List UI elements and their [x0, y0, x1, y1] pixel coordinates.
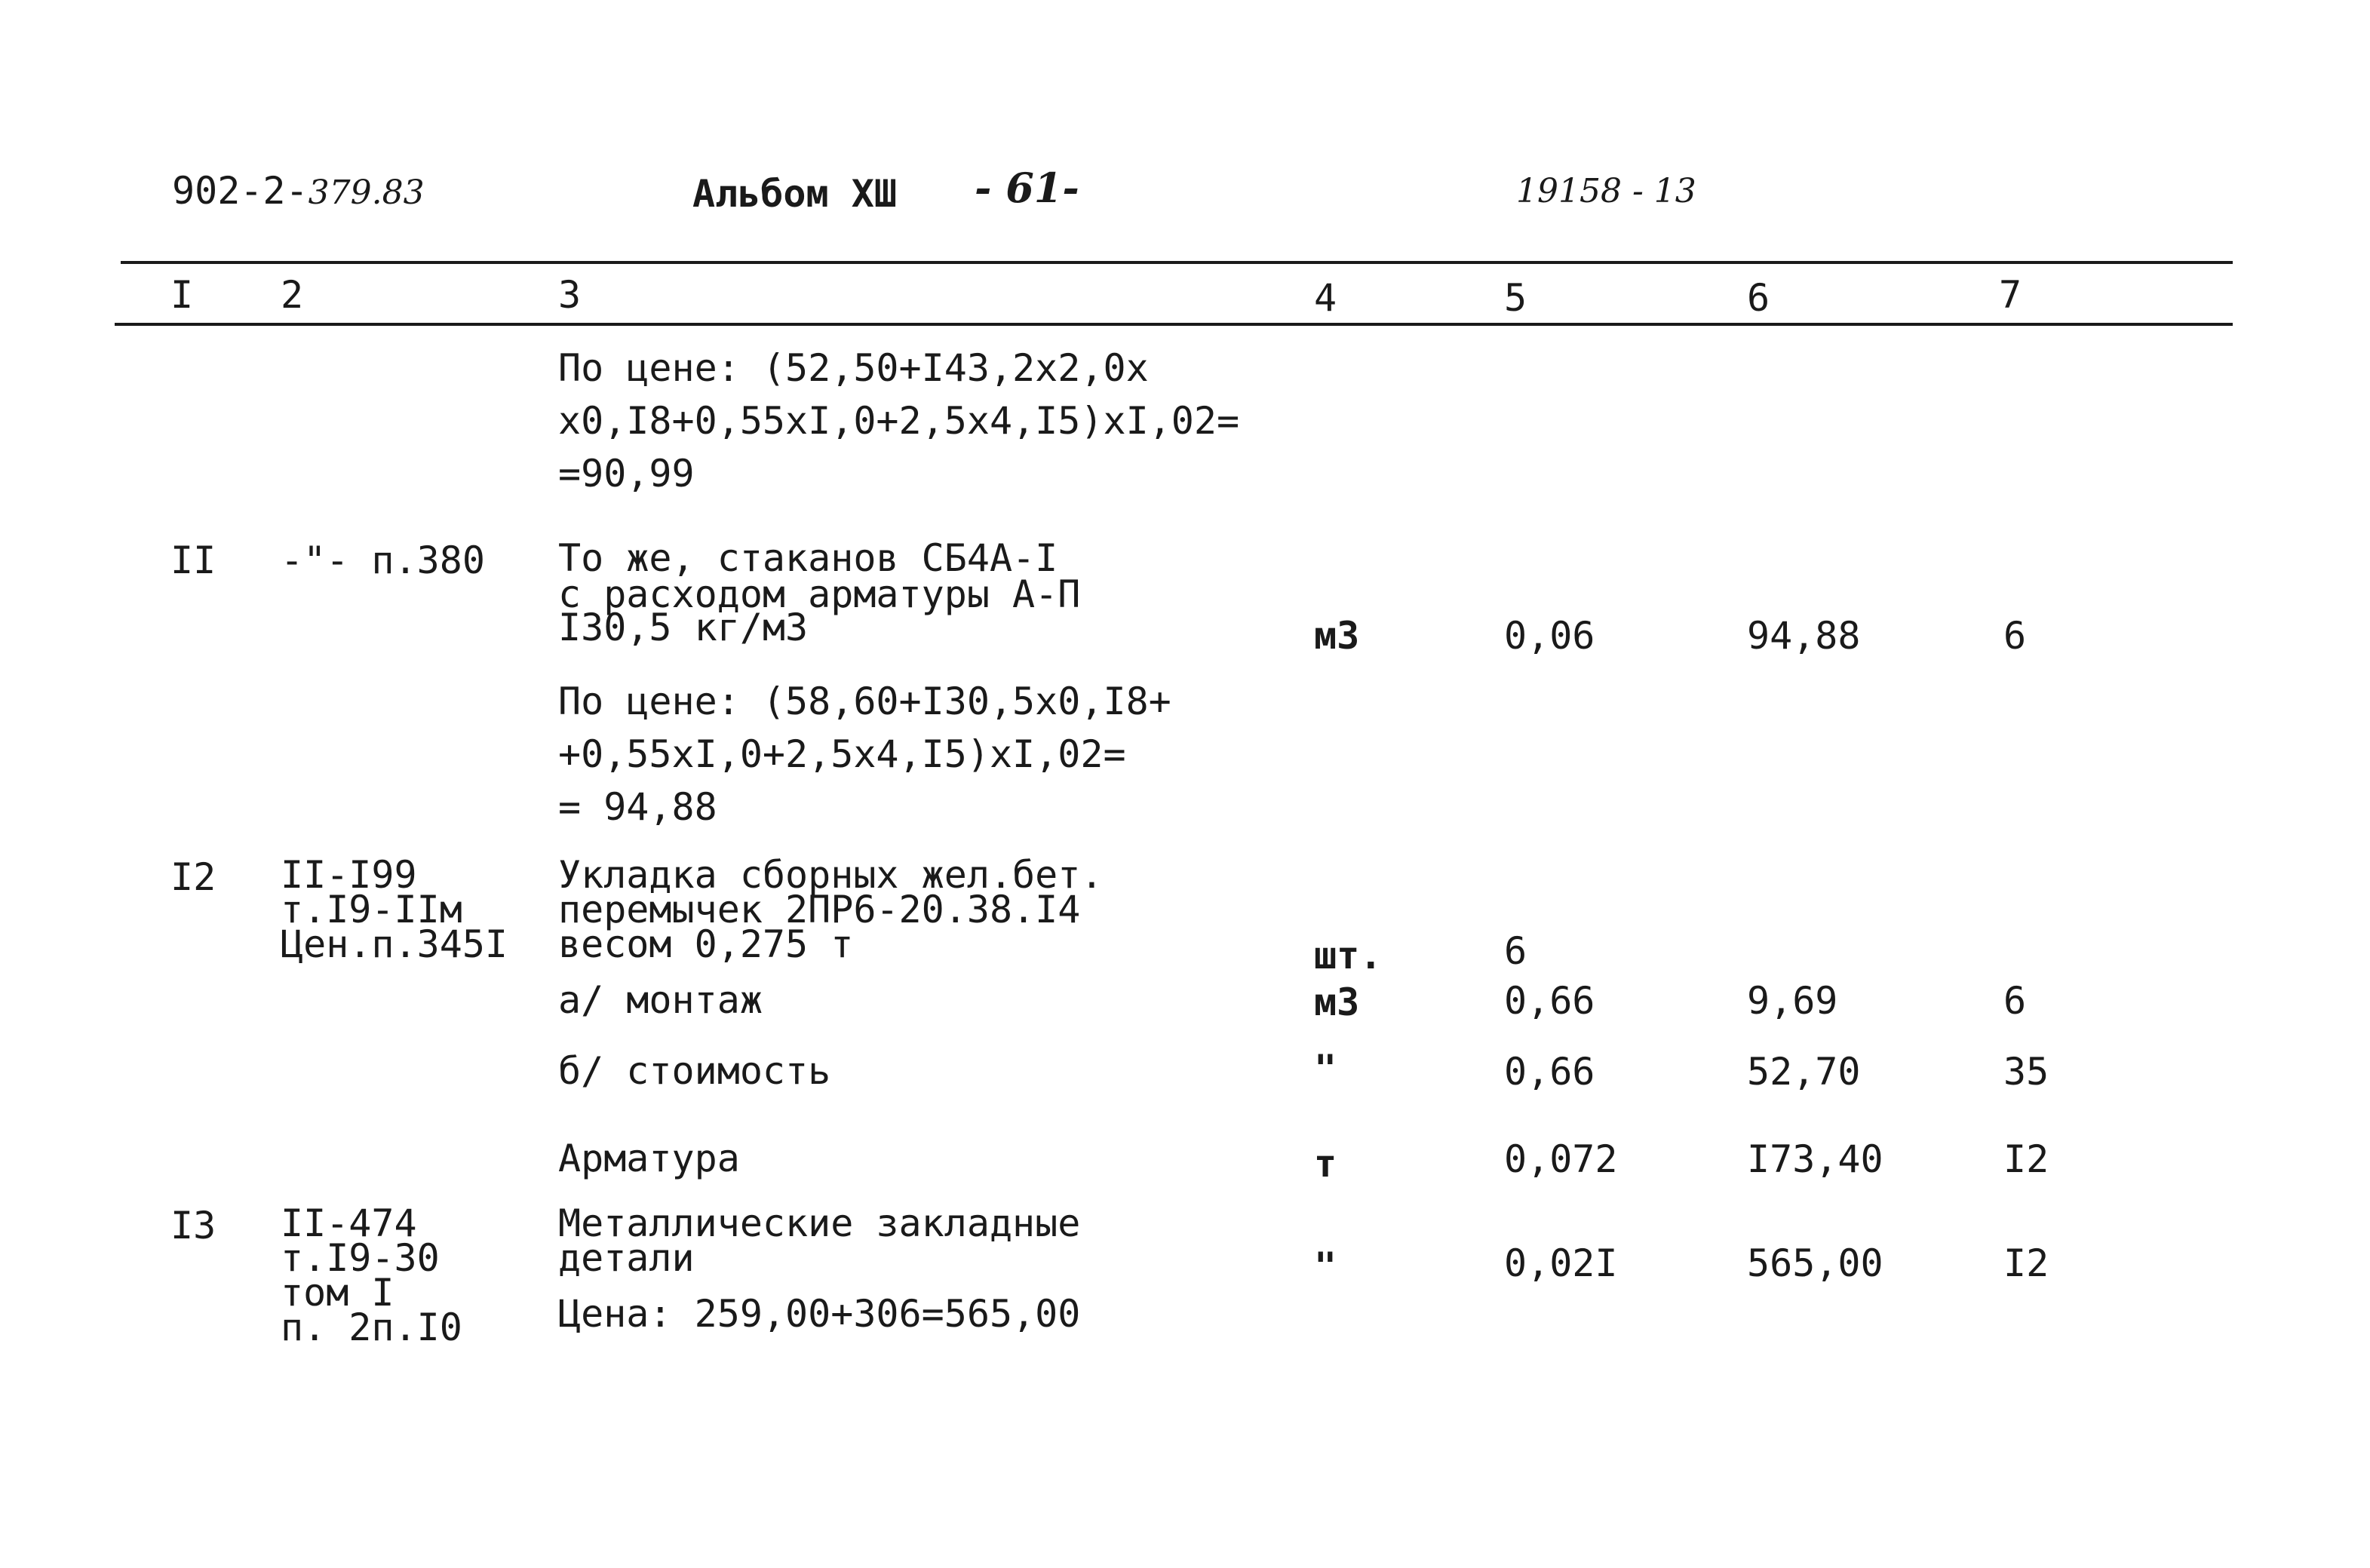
column-header-2: 2: [281, 273, 304, 317]
row-11-unit: м3: [1314, 614, 1360, 658]
row-11-calc-line-3: = 94,88: [558, 785, 717, 829]
row-13-quantity: 0,02I: [1504, 1241, 1618, 1285]
page-number: - 61-: [975, 164, 1079, 212]
column-header-7: 7: [1999, 273, 2022, 317]
row-13-price: 565,00: [1747, 1241, 1883, 1285]
row-13-ref-line-1: II-474: [281, 1201, 417, 1245]
column-header-5: 5: [1504, 276, 1527, 320]
continuation-line-2: x0,I8+0,55xI,0+2,5x4,I5)xI,02=: [558, 399, 1240, 443]
continuation-line-3: =90,99: [558, 452, 695, 496]
row-12-sub-b-quantity: 0,66: [1504, 1050, 1595, 1094]
row-12-sub-a-unit: м3: [1314, 980, 1360, 1024]
row-12-sub-c-unit: т: [1314, 1142, 1337, 1186]
row-12-sub-a-price: 9,69: [1747, 979, 1838, 1023]
row-12-desc-line-1: Укладка сборных жел.бет.: [558, 853, 1104, 897]
row-12-ref-line-2: т.I9-IIм: [281, 888, 462, 931]
column-header-1: I: [170, 273, 194, 317]
row-12-sub-a-col7: 6: [2003, 979, 2027, 1023]
row-12-number: I2: [170, 855, 216, 899]
row-11-desc-line-1: То же, стаканов СБ4А-I: [558, 536, 1058, 580]
row-12-sub-b-label: б/ стоимость: [558, 1049, 831, 1093]
row-12-sub-c-col7: I2: [2003, 1137, 2049, 1181]
row-12-sub-c-price: I73,40: [1747, 1137, 1883, 1181]
row-13-calc-line-1: Цена: 259,00+306=565,00: [558, 1292, 1081, 1336]
row-11-number: II: [170, 539, 216, 582]
row-12-sub-c-quantity: 0,072: [1504, 1137, 1618, 1181]
doc-code-handwritten: 379.83: [308, 173, 425, 212]
row-12-sub-a-quantity: 0,66: [1504, 979, 1595, 1023]
table-header-rule: [115, 323, 2233, 326]
row-12-quantity: 6: [1504, 929, 1527, 973]
column-header-4: 4: [1314, 276, 1337, 320]
row-13-ref-line-2: т.I9-30: [281, 1236, 440, 1280]
row-13-ref-line-3: том I: [281, 1271, 394, 1315]
row-12-desc-line-2: перемычек 2ПР6-20.38.I4: [558, 888, 1081, 931]
handwritten-reference: 19158 - 13: [1516, 172, 1696, 210]
row-12-sub-b-price: 52,70: [1747, 1050, 1861, 1094]
row-13-unit: ": [1314, 1244, 1337, 1288]
row-11-calc-line-1: По цене: (58,60+I30,5x0,I8+: [558, 680, 1171, 723]
table-top-rule: [121, 261, 2233, 264]
column-header-6: 6: [1747, 276, 1770, 320]
row-11-col7: 6: [2003, 614, 2027, 658]
row-11-calc-line-2: +0,55xI,0+2,5x4,I5)xI,02=: [558, 732, 1126, 776]
row-13-number: I3: [170, 1204, 216, 1247]
row-12-sub-b-unit: ": [1314, 1047, 1337, 1091]
row-11-reference: -"- п.380: [281, 539, 485, 582]
row-11-quantity: 0,06: [1504, 614, 1595, 658]
row-12-sub-a-label: а/ монтаж: [558, 978, 763, 1022]
row-12-sub-b-col7: 35: [2003, 1050, 2049, 1094]
row-12-sub-c-label: Арматура: [558, 1137, 740, 1180]
doc-code: [172, 169, 425, 213]
row-13-desc-line-1: Металлические закладные: [558, 1201, 1081, 1245]
row-13-ref-line-4: п. 2п.I0: [281, 1306, 462, 1349]
row-11-price: 94,88: [1747, 614, 1861, 658]
row-11-desc-line-3: I30,5 кг/м3: [558, 606, 809, 649]
row-12-ref-line-1: II-I99: [281, 853, 417, 897]
continuation-line-1: По цене: (52,50+I43,2x2,0x: [558, 346, 1149, 390]
column-header-3: 3: [558, 273, 582, 317]
album-label: Альбом XШ: [692, 172, 897, 216]
row-13-desc-line-2: детали: [558, 1236, 695, 1280]
row-13-col7: I2: [2003, 1241, 2049, 1285]
row-12-unit: шт.: [1314, 934, 1383, 977]
row-12-ref-line-3: Цен.п.345I: [281, 922, 508, 966]
row-11-desc-line-2: с расходом арматуры А-П: [558, 572, 1081, 616]
doc-code-prefix: 902-2-: [172, 169, 309, 213]
row-12-desc-line-3: весом 0,275 т: [558, 922, 854, 966]
